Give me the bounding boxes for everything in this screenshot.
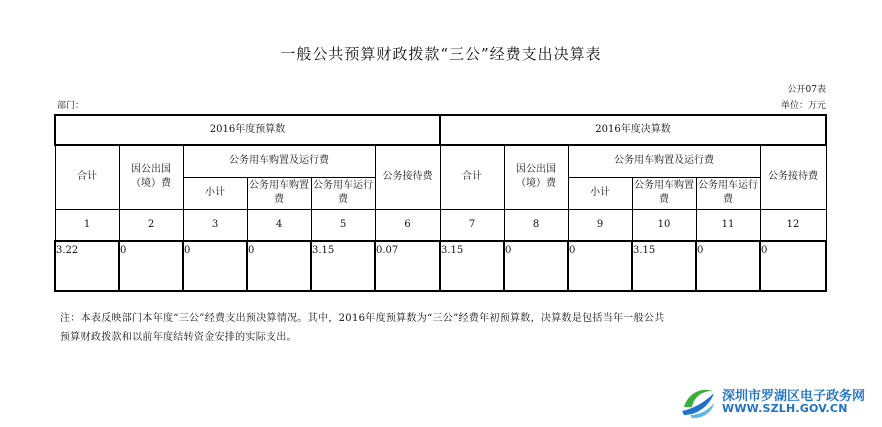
header-vehicle-group: 公务用车购置及运行费 <box>568 145 760 177</box>
form-code: 公开07表 <box>787 85 826 95</box>
header-vehicle-operation: 公务用车运行费 <box>311 177 375 209</box>
footnote <box>60 309 828 347</box>
column-number: 5 <box>311 209 375 241</box>
cell-final-abroad: 0 <box>504 241 568 291</box>
expense-table <box>54 114 827 292</box>
cell-budget-total: 3.22 <box>55 241 119 291</box>
cell-budget-vehicle-purchase: 0 <box>247 241 311 291</box>
column-number: 8 <box>504 209 568 241</box>
footnote-line: 注：本表反映部门本年度“三公”经费支出预决算情况。其中，2016年度预算数为“三公”经费年初预算数，决算数是包括当年一般公共 <box>60 313 665 324</box>
column-number: 7 <box>440 209 504 241</box>
column-number: 3 <box>183 209 247 241</box>
column-number: 2 <box>119 209 183 241</box>
cell-final-vehicle-operation: 0 <box>696 241 760 291</box>
column-number: 11 <box>696 209 760 241</box>
header-vehicle-group: 公务用车购置及运行费 <box>183 145 375 177</box>
cell-final-subtotal: 0 <box>568 241 632 291</box>
header-total: 合计 <box>55 145 119 209</box>
cell-final-vehicle-purchase: 3.15 <box>632 241 696 291</box>
header-reception: 公务接待费 <box>760 145 826 209</box>
header-abroad: 因公出国（境）费 <box>504 145 568 209</box>
column-number-row <box>55 209 826 241</box>
column-number: 9 <box>568 209 632 241</box>
cell-budget-abroad: 0 <box>119 241 183 291</box>
cell-budget-vehicle-operation: 3.15 <box>311 241 375 291</box>
page-title: 一般公共预算财政拨款“三公”经费支出决算表 <box>280 45 602 63</box>
column-number: 10 <box>632 209 696 241</box>
cell-final-total: 3.15 <box>440 241 504 291</box>
header-vehicle-purchase: 公务用车购置费 <box>632 177 696 209</box>
header-vehicle-operation: 公务用车运行费 <box>696 177 760 209</box>
logo-site-name: 深圳市罗湖区电子政务网 <box>722 389 866 404</box>
header-vehicle-purchase: 公务用车购置费 <box>247 177 311 209</box>
header-subtotal: 小计 <box>568 177 632 209</box>
budget-group-header: 2016年度预算数 <box>55 115 440 145</box>
cell-final-reception: 0 <box>760 241 826 291</box>
cell-budget-subtotal: 0 <box>183 241 247 291</box>
column-number: 6 <box>375 209 440 241</box>
header-abroad: 因公出国（境）费 <box>119 145 183 209</box>
column-number: 1 <box>55 209 119 241</box>
final-group-header: 2016年度决算数 <box>440 115 826 145</box>
column-number: 4 <box>247 209 311 241</box>
cell-budget-reception: 0.07 <box>375 241 440 291</box>
footnote-line: 预算财政拨款和以前年度结转资金安排的实际支出。 <box>60 332 297 343</box>
table-row <box>55 241 826 291</box>
department-label: 部门： <box>57 101 85 111</box>
luohu-emblem-icon <box>678 381 718 421</box>
header-total: 合计 <box>440 145 504 209</box>
header-reception: 公务接待费 <box>375 145 440 209</box>
logo-site-url: WWW.SZLH.GOV.CN <box>722 402 848 415</box>
column-number: 12 <box>760 209 826 241</box>
unit-label: 单位：万元 <box>780 101 826 111</box>
site-logo[interactable] <box>678 381 878 421</box>
header-subtotal: 小计 <box>183 177 247 209</box>
